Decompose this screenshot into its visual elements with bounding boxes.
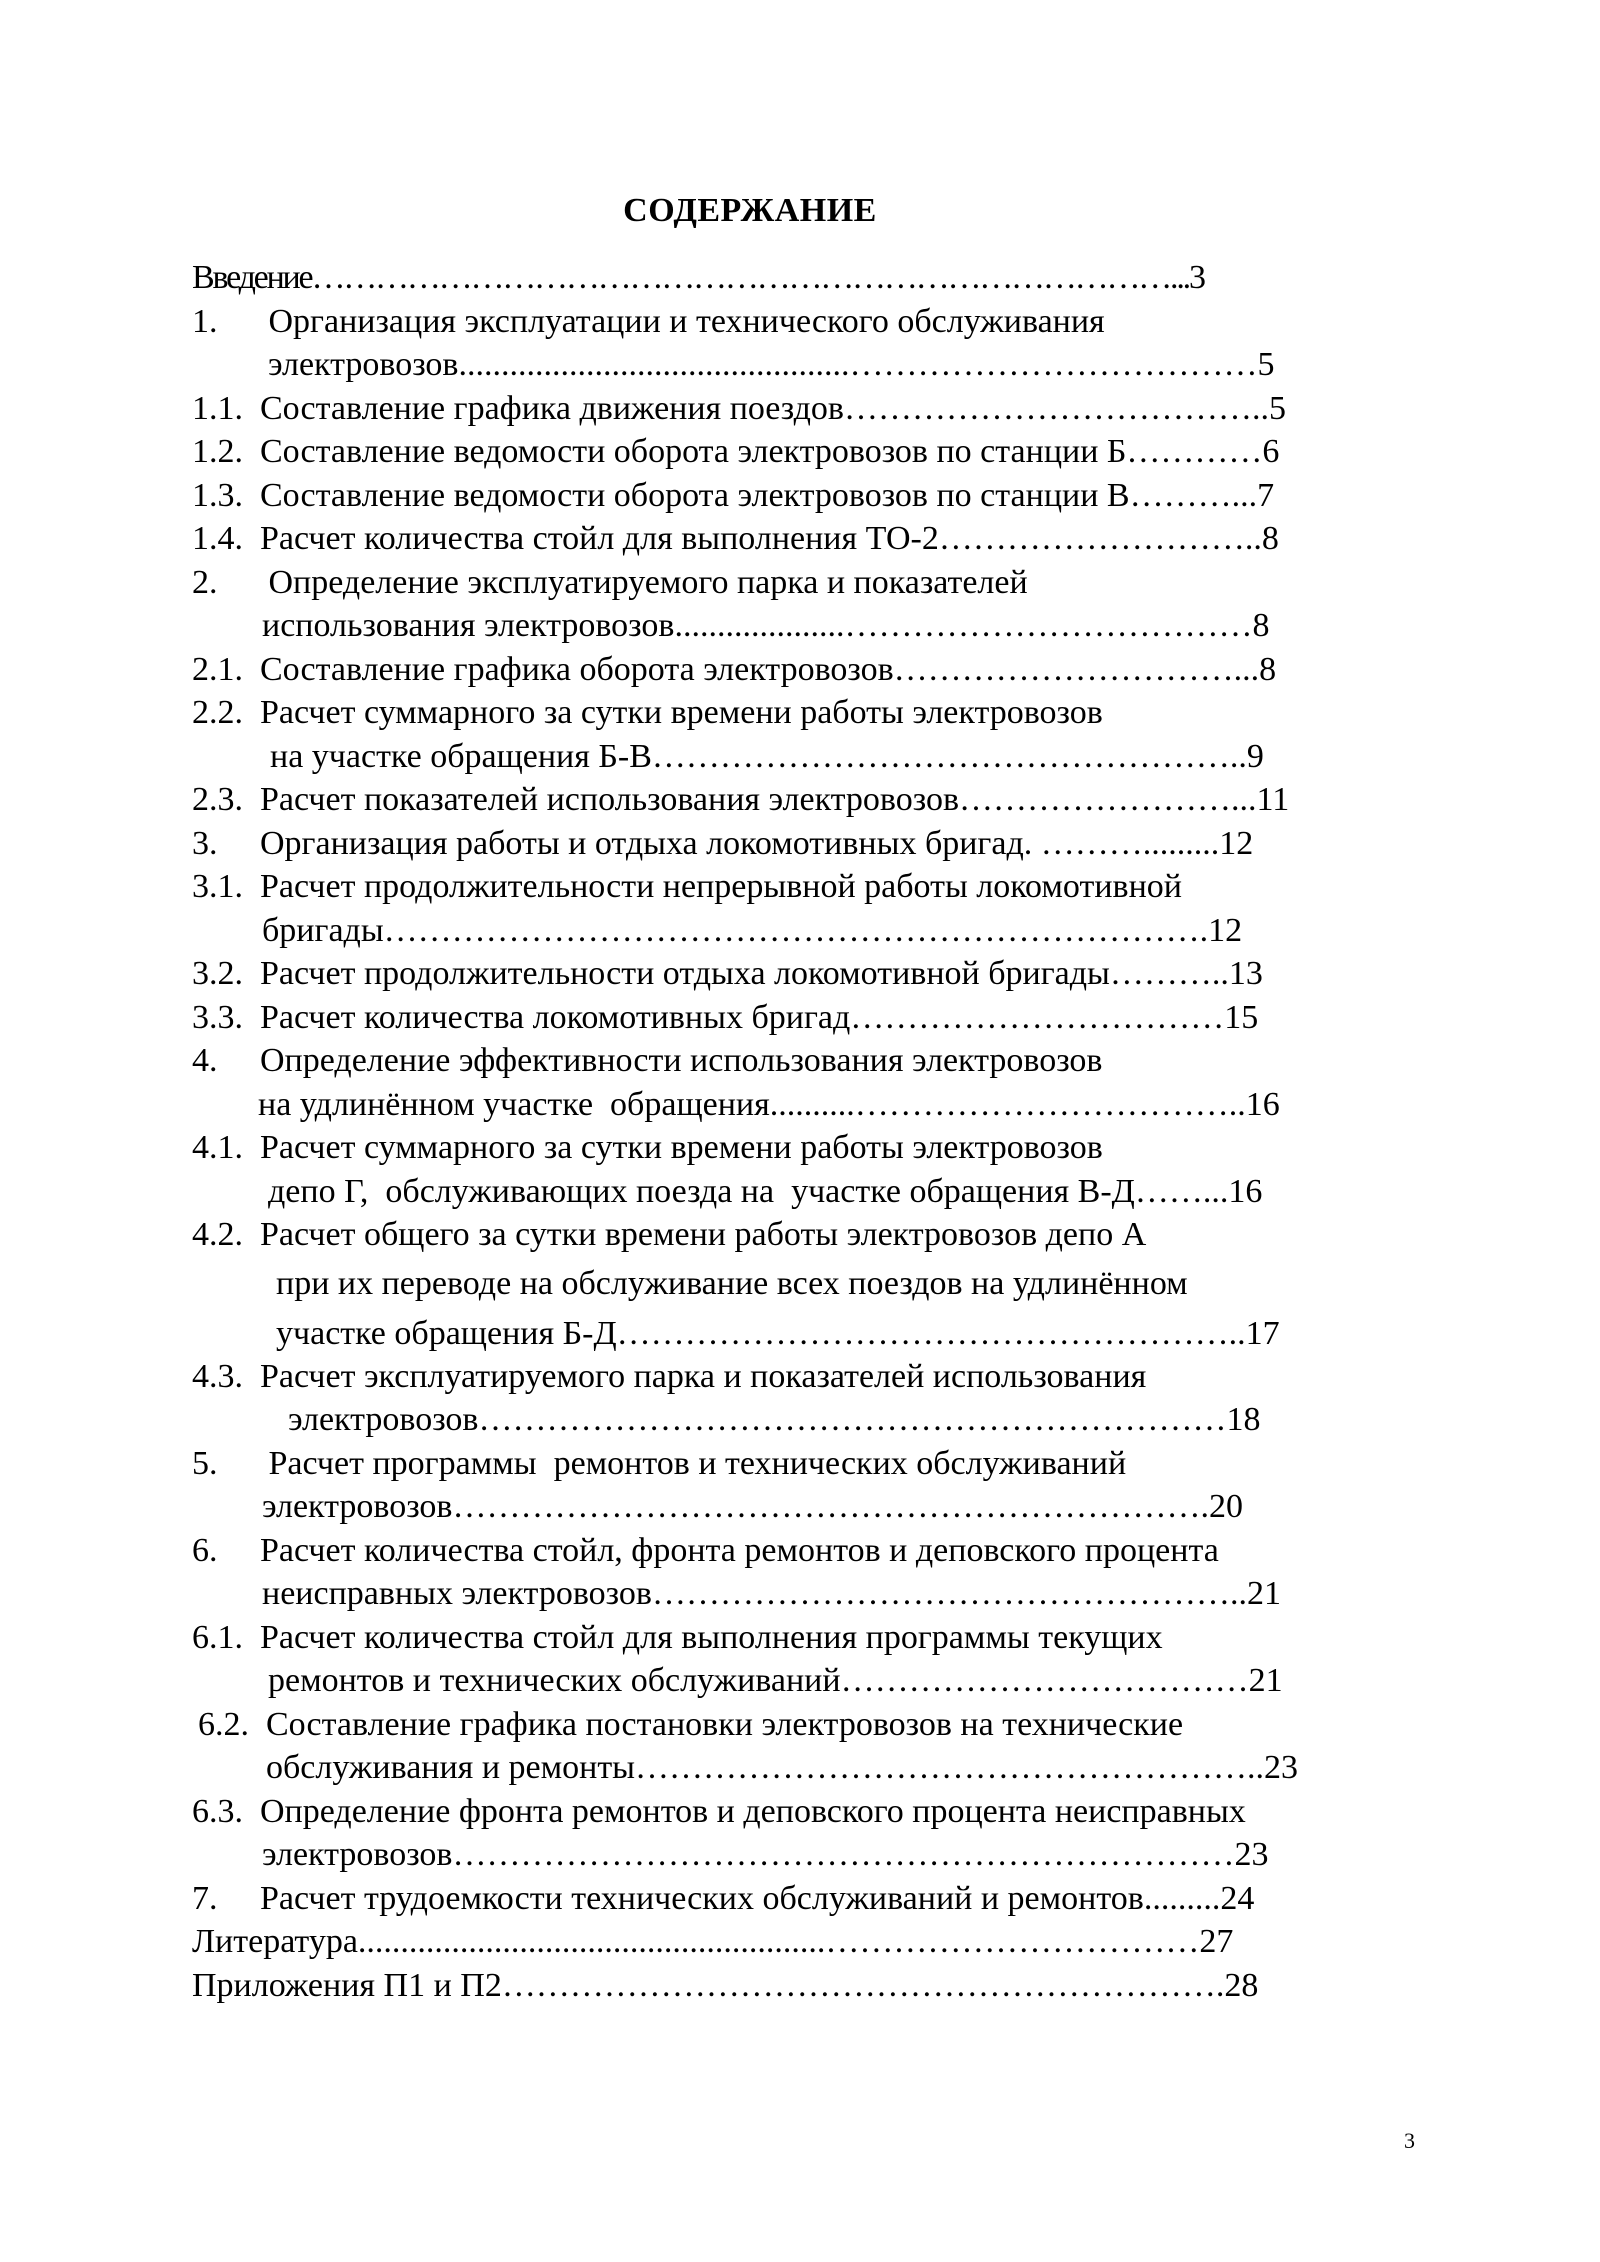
toc-entry-2-2: 2.2. Расчет суммарного за сутки времени работы электровозов bbox=[192, 694, 1103, 731]
toc-entry-4-3-cont: электровозов…………………………………………………………18 bbox=[288, 1401, 1261, 1438]
toc-entry-2-3: 2.3. Расчет показателей использования электровозов……………………...11 bbox=[192, 781, 1290, 818]
toc-entry-introduction: Введение………………………………………………………………………...3 bbox=[192, 259, 1204, 296]
toc-entry-5-cont: электровозов………………………………………………………….20 bbox=[262, 1488, 1243, 1525]
toc-entry-6-1-cont: ремонтов и технических обслуживаний………………………………21 bbox=[268, 1662, 1283, 1699]
toc-entry-6-2: 6.2. Составление графика постановки электровозов на технические bbox=[198, 1706, 1184, 1743]
toc-entry-7: 7. Расчет трудоемкости технических обслуживаний и ремонтов.........24 bbox=[192, 1880, 1255, 1917]
toc-entry-appendices: Приложения П1 и П2……………………………………………………….28 bbox=[192, 1967, 1259, 2004]
toc-entry-4-2: 4.2. Расчет общего за сутки времени работы электровозов депо А bbox=[192, 1216, 1147, 1253]
toc-entry-4-2-cont-1: при их переводе на обслуживание всех поездов на удлинённом bbox=[276, 1265, 1188, 1302]
toc-entry-6-3: 6.3. Определение фронта ремонтов и деповского процента неисправных bbox=[192, 1793, 1246, 1830]
toc-entry-1-1: 1.1. Составление графика движения поездов………………………………..5 bbox=[192, 390, 1286, 427]
page-number: 3 bbox=[1404, 2128, 1415, 2153]
toc-entry-1-cont: электровозов..............................................………………………………5 bbox=[268, 346, 1275, 383]
toc-entry-3-1: 3.1. Расчет продолжительности непрерывной работы локомотивной bbox=[192, 868, 1182, 905]
toc-entry-1-3: 1.3. Составление ведомости оборота электровозов по станции В………...7 bbox=[192, 477, 1275, 514]
toc-entry-6: 6. Расчет количества стойл, фронта ремонтов и деповского процента bbox=[192, 1532, 1219, 1569]
toc-entry-1: 1. Организация эксплуатации и технического обслуживания bbox=[192, 303, 1105, 340]
toc-entry-5: 5. Расчет программы ремонтов и технических обслуживаний bbox=[192, 1445, 1127, 1482]
toc-entry-2-cont: использования электровозов....................………………………………8 bbox=[262, 607, 1270, 644]
toc-entry-4-1-cont: депо Г, обслуживающих поезда на участке обращения В-Д……...16 bbox=[268, 1173, 1263, 1210]
toc-entry-6-2-cont: обслуживания и ремонты………………………………………………..23 bbox=[266, 1749, 1299, 1786]
toc-entry-4: 4. Определение эффективности использования электровозов bbox=[192, 1042, 1103, 1079]
toc-entry-3-2: 3.2. Расчет продолжительности отдыха локомотивной бригады………..13 bbox=[192, 955, 1263, 992]
toc-entry-1-2: 1.2. Составление ведомости оборота электровозов по станции Б…………6 bbox=[192, 433, 1280, 470]
toc-entry-2-1: 2.1. Составление графика оборота электровозов…………………………...8 bbox=[192, 651, 1277, 688]
toc-entry-4-1: 4.1. Расчет суммарного за сутки времени работы электровозов bbox=[192, 1129, 1103, 1166]
toc-entry-4-cont: на удлинённом участке обращения..........……………………………..16 bbox=[258, 1086, 1280, 1123]
toc-entry-6-3-cont: электровозов……………………………………………………………23 bbox=[262, 1836, 1269, 1873]
toc-entry-1-4: 1.4. Расчет количества стойл для выполнения ТО-2………………………..8 bbox=[192, 520, 1279, 557]
page-title: СОДЕРЖАНИЕ bbox=[623, 192, 877, 229]
toc-entry-6-cont: неисправных электровозов……………………………………………..21 bbox=[262, 1575, 1281, 1612]
toc-entry-2: 2. Определение эксплуатируемого парка и показателей bbox=[192, 564, 1028, 601]
toc-entry-4-3: 4.3. Расчет эксплуатируемого парка и показателей использования bbox=[192, 1358, 1147, 1395]
toc-entry-literature: Литература.......................................................……………………………27 bbox=[192, 1923, 1234, 1960]
toc-entry-3-1-cont: бригады……………………………………………………………….12 bbox=[262, 912, 1243, 949]
toc-entry-3-3: 3.3. Расчет количества локомотивных бригад……………………………15 bbox=[192, 999, 1259, 1036]
toc-entry-2-2-cont: на участке обращения Б-В……………………………………………..9 bbox=[270, 738, 1264, 775]
toc-entry-3: 3. Организация работы и отдыха локомотивных бригад. ……….........12 bbox=[192, 825, 1254, 862]
toc-entry-6-1: 6.1. Расчет количества стойл для выполнения программы текущих bbox=[192, 1619, 1163, 1656]
toc-entry-4-2-cont-2: участке обращения Б-Д………………………………………………..17 bbox=[276, 1315, 1280, 1352]
